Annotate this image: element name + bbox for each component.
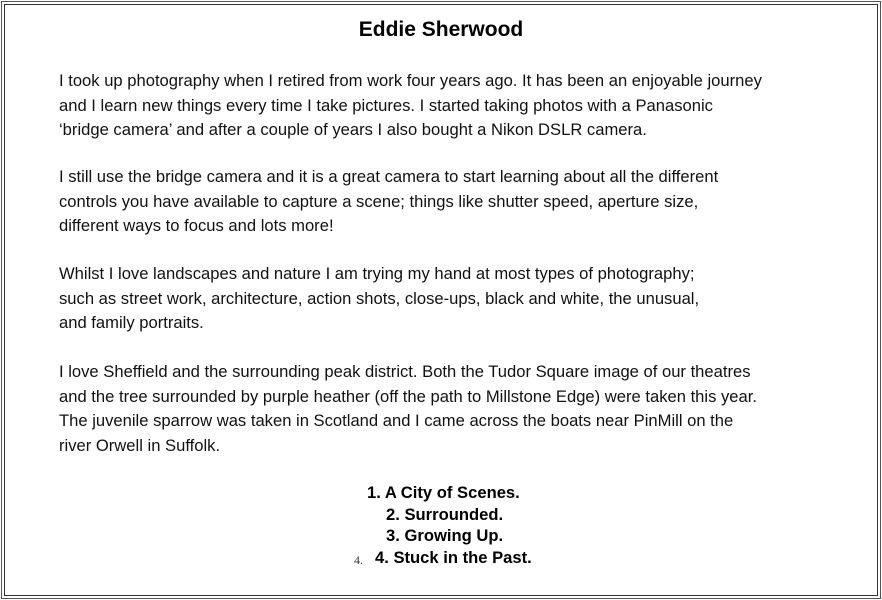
paragraph-line: The juvenile sparrow was taken in Scotland and I came across the boats near PinMill on the [59,411,734,430]
list-item [0,504,882,526]
paragraph-line: controls you have available to capture a scene; things like shutter speed, aperture size, [59,191,699,211]
list-item [0,525,882,547]
list-item [0,482,882,504]
image-title-4: 4. Stuck in the Past. [375,547,532,567]
paragraph-line: and I learn new things every time I take pictures. I started taking photos with a Panasonic [59,95,713,115]
paragraph-photography-types [59,262,699,336]
paragraph-line: I took up photography when I retired from work four years ago. It has been an enjoyable journey [59,71,762,90]
page-title: Eddie Sherwood [358,18,524,41]
image-title-2: 2. Surrounded. [386,504,504,524]
paragraph-intro [59,69,762,143]
paragraph-line: and the tree surrounded by purple heather (off the path to Millstone Edge) were taken this year. [59,386,757,406]
list-number-marker: 4. [354,552,363,567]
paragraph-line: and family portraits. [59,313,204,332]
paragraph-line: I still use the bridge camera and it is a great camera to start learning about all the different [59,167,719,186]
paragraph-line: such as street work, architecture, action shots, close-ups, black and white, the unusual, [59,288,700,308]
paragraph-line: different ways to focus and lots more! [59,216,334,235]
image-title-3: 3. Growing Up. [386,526,504,545]
paragraph-locations [59,360,757,458]
image-titles-list [0,482,882,568]
list-item [0,547,882,569]
paragraph-line: I love Sheffield and the surrounding peak district. Both the Tudor Square image of our theatres [59,362,751,381]
image-title-1: 1. A City of Scenes. [367,483,520,502]
paragraph-line: river Orwell in Suffolk. [59,435,221,455]
paragraph-line: ‘bridge camera’ and after a couple of years I also bought a Nikon DSLR camera. [59,120,647,139]
paragraph-bridge-camera [59,165,718,239]
paragraph-line: Whilst I love landscapes and nature I am trying my hand at most types of photography; [59,264,695,283]
